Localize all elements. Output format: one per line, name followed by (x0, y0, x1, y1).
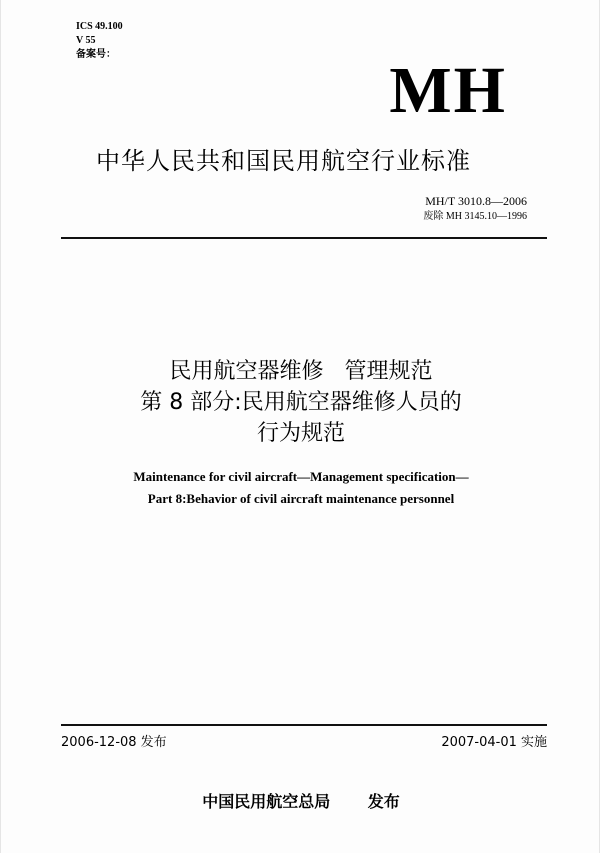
replaced-standard: 废除 MH 3145.10—1996 (423, 211, 527, 222)
publish-verb: 发布 (367, 792, 400, 811)
ics-code: ICS 49.100 (76, 21, 123, 32)
chinese-title-line-2: 第 8 部分:民用航空器维修人员的 (140, 390, 462, 415)
effective-date: 2007-04-01 实施 (441, 735, 547, 750)
top-divider (61, 237, 547, 239)
chinese-title (51, 356, 551, 449)
publisher-line (1, 792, 600, 812)
english-title-line-2: Part 8:Behavior of civil aircraft maintenance personnel (147, 491, 455, 506)
english-title (41, 466, 561, 510)
mh-logo: MH (389, 54, 507, 127)
record-number-label: 备案号： (76, 49, 116, 60)
bottom-divider (61, 724, 547, 726)
english-title-line-1: Maintenance for civil aircraft—Management specification— (133, 469, 469, 484)
issue-date: 2006-12-08 发布 (61, 735, 167, 750)
standard-number: MH/T 3010.8—2006 (425, 194, 527, 208)
chinese-title-line-3: 行为规范 (256, 421, 345, 446)
standard-category-title: 中华人民共和国民用航空行业标准 (96, 147, 471, 175)
publisher-name: 中国民用航空总局 (202, 792, 331, 811)
ccs-code: V 55 (76, 35, 96, 46)
classification-block (76, 20, 123, 62)
chinese-title-line-1: 民用航空器维修 管理规范 (169, 359, 433, 384)
